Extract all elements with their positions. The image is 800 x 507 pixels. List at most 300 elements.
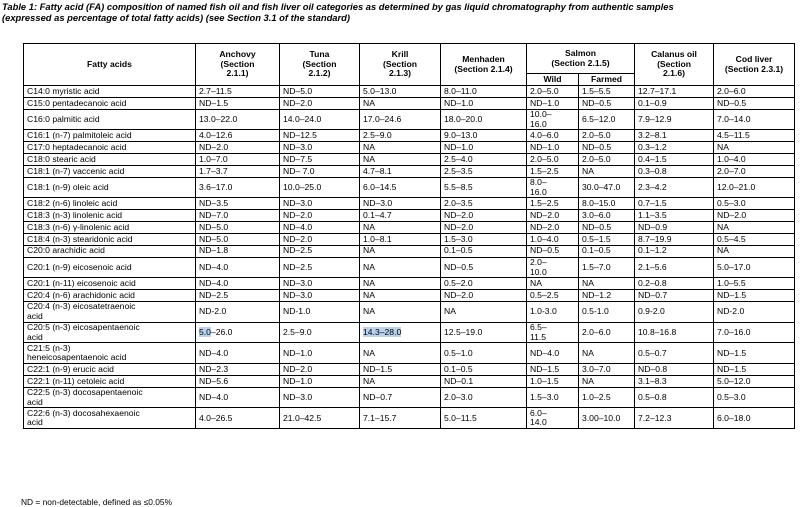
cell-fa bbox=[24, 343, 196, 364]
cell-farmed bbox=[579, 222, 635, 234]
cell-farmed bbox=[579, 154, 635, 166]
cell-cod bbox=[714, 290, 795, 302]
cell-anchovy bbox=[196, 245, 280, 257]
cell-anchovy bbox=[196, 142, 280, 154]
cell-text: 0.5–4.5 bbox=[717, 233, 746, 244]
cell-fa bbox=[24, 165, 196, 177]
cell-text: 5.5–8.5 bbox=[444, 181, 473, 192]
cell-text: NA bbox=[363, 245, 375, 256]
cell-text: ND–5.0 bbox=[283, 85, 313, 96]
cell-menhaden bbox=[441, 408, 527, 429]
cell-menhaden bbox=[441, 257, 527, 278]
cell-tuna bbox=[280, 154, 360, 166]
cell-text: NA bbox=[363, 306, 375, 317]
header-cod-liver bbox=[714, 44, 795, 86]
cell-text: ND–3.0 bbox=[283, 141, 313, 152]
cell-text: 1.5–2.5 bbox=[530, 198, 559, 209]
cell-text: NA bbox=[582, 278, 594, 289]
fatty-acid-table bbox=[23, 43, 795, 429]
cell-text: NA bbox=[363, 347, 375, 358]
cell-fa bbox=[24, 154, 196, 166]
cell-text: ND–2.0 bbox=[283, 233, 313, 244]
cell-text: 2.7–11.5 bbox=[199, 85, 232, 96]
cell-text: ND–1.2 bbox=[582, 289, 612, 300]
cell-text: 12.0–21.0 bbox=[717, 181, 756, 192]
cell-text: NA bbox=[363, 97, 375, 108]
table-row bbox=[24, 278, 795, 290]
cell-text: 6.5– bbox=[530, 322, 547, 333]
cell-calanus bbox=[635, 375, 714, 387]
cell-text: C22:1 (n-9) erucic acid bbox=[27, 363, 114, 374]
cell-krill bbox=[360, 245, 441, 257]
table-row bbox=[24, 245, 795, 257]
cell-text: 3.2–8.1 bbox=[638, 130, 667, 141]
table-row bbox=[24, 154, 795, 166]
cell-text: ND–2.5 bbox=[283, 261, 313, 272]
cell-text: 1.0–7.0 bbox=[199, 153, 228, 164]
cell-menhaden bbox=[441, 86, 527, 98]
cell-text: NA bbox=[717, 141, 729, 152]
cell-text: 14.0–24.0 bbox=[283, 113, 322, 124]
cell-calanus bbox=[635, 154, 714, 166]
cell-menhaden bbox=[441, 177, 527, 198]
cell-fa bbox=[24, 302, 196, 323]
cell-text: 0.5–0.7 bbox=[638, 347, 667, 358]
cell-text: C20:4 (n-6) arachidonic acid bbox=[27, 289, 135, 300]
cell-cod bbox=[714, 257, 795, 278]
cell-tuna bbox=[280, 387, 360, 408]
cell-wild bbox=[527, 210, 579, 222]
cell-cod bbox=[714, 364, 795, 376]
header-salmon-wild: Wild bbox=[527, 74, 579, 86]
cell-text: 2.5–3.5 bbox=[444, 165, 473, 176]
cell-text: 3.0–7.0 bbox=[582, 363, 611, 374]
cell-text: 2.1–5.6 bbox=[638, 261, 667, 272]
cell-text: 1.0–2.5 bbox=[582, 391, 611, 402]
cell-text: 2.0–5.0 bbox=[530, 85, 559, 96]
cell-krill bbox=[360, 257, 441, 278]
cell-text: NA bbox=[363, 375, 375, 386]
cell-text: C18:4 (n-3) stearidonic acid bbox=[27, 233, 133, 244]
cell-text: 16.0 bbox=[530, 118, 547, 129]
table-row bbox=[24, 290, 795, 302]
cell-text: 1.5–3.0 bbox=[530, 391, 559, 402]
cell-text: 1.0–5.5 bbox=[717, 278, 746, 289]
cell-fa bbox=[24, 245, 196, 257]
cell-text: ND–0.5 bbox=[717, 97, 747, 108]
cell-text: 6.0–18.0 bbox=[717, 412, 751, 423]
cell-anchovy bbox=[196, 233, 280, 245]
cell-text: 5.0–17.0 bbox=[717, 261, 751, 272]
table-row bbox=[24, 142, 795, 154]
header-tuna-section: (Section bbox=[302, 58, 337, 69]
cell-menhaden bbox=[441, 165, 527, 177]
cell-krill bbox=[360, 130, 441, 142]
table-row bbox=[24, 343, 795, 364]
cell-text: ND–0.5 bbox=[582, 141, 612, 152]
cell-cod bbox=[714, 97, 795, 109]
header-menhaden bbox=[441, 44, 527, 86]
cell-anchovy bbox=[196, 375, 280, 387]
cell-text: ND–4.0 bbox=[199, 347, 229, 358]
cell-text: 9.0–13.0 bbox=[444, 130, 478, 141]
cell-text: 0.1–0.5 bbox=[582, 245, 611, 256]
cell-calanus bbox=[635, 142, 714, 154]
cell-text: ND–0.8 bbox=[638, 363, 668, 374]
cell-text: 18.0–20.0 bbox=[444, 113, 483, 124]
cell-text: C18:3 (n-3) linolenic acid bbox=[27, 209, 123, 220]
cell-cod bbox=[714, 177, 795, 198]
cell-text: C18:1 (n-7) vaccenic acid bbox=[27, 165, 125, 176]
cell-text: 1.0–4.0 bbox=[530, 233, 559, 244]
cell-text: 8.7–19.9 bbox=[638, 233, 672, 244]
cell-cod bbox=[714, 375, 795, 387]
cell-text: ND–3.0 bbox=[363, 198, 393, 209]
cell-text: ND–1.0 bbox=[444, 141, 474, 152]
header-calanus bbox=[635, 44, 714, 86]
cell-text: ND-1.0 bbox=[283, 306, 311, 317]
cell-calanus bbox=[635, 210, 714, 222]
cell-calanus bbox=[635, 130, 714, 142]
table-row bbox=[24, 86, 795, 98]
table-row bbox=[24, 387, 795, 408]
cell-text: 0.1–0.5 bbox=[444, 363, 473, 374]
cell-cod bbox=[714, 142, 795, 154]
cell-anchovy bbox=[196, 290, 280, 302]
cell-text: ND–4.0 bbox=[199, 391, 229, 402]
cell-text: C20:1 (n-9) eicosenoic acid bbox=[27, 261, 132, 272]
cell-menhaden bbox=[441, 343, 527, 364]
cell-text: 0.1–0.9 bbox=[638, 97, 667, 108]
table-row bbox=[24, 130, 795, 142]
cell-farmed bbox=[579, 408, 635, 429]
cell-menhaden bbox=[441, 322, 527, 343]
cell-text: 13.0–22.0 bbox=[199, 113, 238, 124]
header-anchovy-section: (Section bbox=[220, 58, 255, 69]
cell-wild bbox=[527, 387, 579, 408]
cell-tuna bbox=[280, 375, 360, 387]
cell-farmed bbox=[579, 210, 635, 222]
cell-calanus bbox=[635, 109, 714, 130]
cell-text: 2.0–6.0 bbox=[582, 326, 611, 337]
cell-farmed bbox=[579, 86, 635, 98]
cell-krill bbox=[360, 375, 441, 387]
cell-text: ND–2.5 bbox=[283, 245, 313, 256]
cell-cod bbox=[714, 210, 795, 222]
cell-text: ND–3.0 bbox=[283, 289, 313, 300]
cell-tuna bbox=[280, 257, 360, 278]
cell-text: 8.0–15.0 bbox=[582, 198, 616, 209]
cell-cod bbox=[714, 109, 795, 130]
cell-text: ND–2.0 bbox=[283, 97, 313, 108]
cell-text: 0.5–3.0 bbox=[717, 391, 746, 402]
cell-text: 1.5–7.0 bbox=[582, 261, 611, 272]
cell-wild bbox=[527, 130, 579, 142]
table-row bbox=[24, 302, 795, 323]
cell-krill bbox=[360, 198, 441, 210]
cell-text: 5.0–11.5 bbox=[444, 412, 477, 423]
cell-fa bbox=[24, 198, 196, 210]
cell-calanus bbox=[635, 278, 714, 290]
cell-cod bbox=[714, 86, 795, 98]
cell-tuna bbox=[280, 198, 360, 210]
cell-calanus bbox=[635, 257, 714, 278]
cell-text: 10.0 bbox=[530, 266, 547, 277]
cell-wild bbox=[527, 375, 579, 387]
cell-text: ND–2.3 bbox=[199, 363, 229, 374]
cell-tuna bbox=[280, 245, 360, 257]
cell-menhaden bbox=[441, 290, 527, 302]
cell-fa bbox=[24, 233, 196, 245]
cell-text: ND–0.9 bbox=[638, 221, 668, 232]
cell-text: ND–12.5 bbox=[283, 130, 317, 141]
cell-text: 1.5–2.5 bbox=[530, 165, 559, 176]
cell-fa bbox=[24, 97, 196, 109]
cell-text: 0.5-1.0 bbox=[582, 306, 609, 317]
cell-menhaden bbox=[441, 222, 527, 234]
cell-text: 1.0–4.0 bbox=[717, 153, 746, 164]
table-body bbox=[24, 86, 795, 429]
cell-text: NA bbox=[530, 278, 542, 289]
table-row bbox=[24, 257, 795, 278]
cell-text: NA bbox=[363, 141, 375, 152]
cell-farmed bbox=[579, 322, 635, 343]
header-menhaden-section: (Section 2.1.4) bbox=[454, 63, 513, 74]
header-calanus-name: Calanus oil bbox=[651, 49, 697, 60]
table-row bbox=[24, 177, 795, 198]
cell-krill bbox=[360, 142, 441, 154]
cell-text: 3.1–8.3 bbox=[638, 375, 667, 386]
cell-text: 2.0–5.0 bbox=[530, 153, 559, 164]
cell-krill bbox=[360, 290, 441, 302]
cell-text: acid bbox=[27, 396, 43, 407]
cell-text: 0.5–0.8 bbox=[638, 391, 667, 402]
cell-text: acid bbox=[27, 331, 43, 342]
cell-text: 2.3–4.2 bbox=[638, 181, 667, 192]
cell-menhaden bbox=[441, 109, 527, 130]
cell-text: 3.6–17.0 bbox=[199, 181, 233, 192]
cell-text: 0.7–1.5 bbox=[638, 198, 667, 209]
cell-text: C14:0 myristic acid bbox=[27, 85, 100, 96]
cell-text: C18:1 (n-9) oleic acid bbox=[27, 181, 109, 192]
caption-line-2: (expressed as percentage of total fatty acids) (see Section 3.1 of the standard) bbox=[2, 12, 351, 23]
cell-text: 0.5–3.0 bbox=[717, 198, 746, 209]
header-cod-name: Cod liver bbox=[735, 54, 773, 64]
cell-text: ND–2.5 bbox=[199, 289, 229, 300]
cell-tuna bbox=[280, 290, 360, 302]
cell-anchovy bbox=[196, 364, 280, 376]
cell-farmed bbox=[579, 198, 635, 210]
cell-text: ND-2.0 bbox=[717, 306, 745, 317]
cell-text: ND–2.0 bbox=[199, 141, 229, 152]
cell-wild bbox=[527, 222, 579, 234]
cell-text: acid bbox=[27, 310, 43, 321]
cell-text: 0.1–1.2 bbox=[638, 245, 667, 256]
cell-text: ND–3.5 bbox=[199, 198, 229, 209]
cell-anchovy bbox=[196, 322, 280, 343]
cell-text: NA bbox=[582, 165, 594, 176]
cell-wild bbox=[527, 245, 579, 257]
cell-text: ND–4.0 bbox=[530, 347, 560, 358]
cell-text: ND–7.5 bbox=[283, 153, 313, 164]
cell-text: 2.5–9.0 bbox=[363, 130, 392, 141]
cell-text: 2.0–6.0 bbox=[717, 85, 746, 96]
cell-text: 6.5–12.0 bbox=[582, 113, 616, 124]
cell-menhaden bbox=[441, 245, 527, 257]
cell-text: 2.0–3.0 bbox=[444, 391, 473, 402]
cell-text: 10.0– bbox=[530, 109, 552, 120]
cell-text: ND–1.8 bbox=[199, 245, 229, 256]
cell-text: ND–2.0 bbox=[444, 209, 474, 220]
cell-text: ND–2.0 bbox=[717, 209, 747, 220]
cell-text: ND–4.0 bbox=[199, 278, 229, 289]
highlighted-text: 5.0 bbox=[199, 326, 211, 337]
cell-farmed bbox=[579, 165, 635, 177]
header-calanus-number: 2.1.6) bbox=[663, 68, 685, 79]
cell-anchovy bbox=[196, 278, 280, 290]
cell-tuna bbox=[280, 278, 360, 290]
cell-krill bbox=[360, 86, 441, 98]
cell-farmed bbox=[579, 257, 635, 278]
cell-fa bbox=[24, 322, 196, 343]
cell-text: 4.0–12.6 bbox=[199, 130, 233, 141]
cell-text: ND–1.0 bbox=[530, 141, 560, 152]
cell-text: ND–3.0 bbox=[283, 198, 313, 209]
table-row bbox=[24, 233, 795, 245]
cell-menhaden bbox=[441, 375, 527, 387]
cell-text: ND–3.0 bbox=[283, 391, 313, 402]
header-krill bbox=[360, 44, 441, 86]
cell-anchovy bbox=[196, 109, 280, 130]
cell-text: ND–0.5 bbox=[582, 221, 612, 232]
header-salmon-section: (Section 2.1.5) bbox=[551, 57, 610, 68]
cell-menhaden bbox=[441, 154, 527, 166]
cell-text: NA bbox=[363, 289, 375, 300]
cell-anchovy bbox=[196, 165, 280, 177]
cell-text: 0.5–1.5 bbox=[582, 233, 611, 244]
cell-text: 5.0–13.0 bbox=[363, 85, 397, 96]
cell-cod bbox=[714, 278, 795, 290]
cell-text: ND–1.5 bbox=[530, 363, 560, 374]
cell-anchovy bbox=[196, 210, 280, 222]
cell-text: 0.4–1.5 bbox=[638, 153, 667, 164]
header-tuna bbox=[280, 44, 360, 86]
cell-text: 4.5–11.5 bbox=[717, 130, 750, 141]
cell-text: 0.2–0.8 bbox=[638, 278, 667, 289]
cell-krill bbox=[360, 364, 441, 376]
table-row bbox=[24, 97, 795, 109]
cell-krill bbox=[360, 408, 441, 429]
cell-text: C18:3 (n-6) γ-linolenic acid bbox=[27, 221, 130, 232]
cell-farmed bbox=[579, 109, 635, 130]
cell-menhaden bbox=[441, 142, 527, 154]
cell-wild bbox=[527, 109, 579, 130]
cell-fa bbox=[24, 222, 196, 234]
cell-tuna bbox=[280, 233, 360, 245]
cell-farmed bbox=[579, 130, 635, 142]
cell-text: 7.1–15.7 bbox=[363, 412, 397, 423]
cell-text: NA bbox=[717, 221, 729, 232]
cell-cod bbox=[714, 130, 795, 142]
cell-text: 0.3–0.8 bbox=[638, 165, 667, 176]
cell-menhaden bbox=[441, 198, 527, 210]
cell-text: ND–1.0 bbox=[283, 347, 313, 358]
cell-cod bbox=[714, 343, 795, 364]
cell-farmed bbox=[579, 343, 635, 364]
cell-menhaden bbox=[441, 97, 527, 109]
table-row bbox=[24, 222, 795, 234]
cell-text: ND–7.0 bbox=[199, 209, 229, 220]
cell-text: 10.0–25.0 bbox=[283, 181, 322, 192]
cell-text: ND–0.5 bbox=[530, 245, 560, 256]
highlighted-text: 14.3–28.0 bbox=[363, 326, 402, 337]
cell-anchovy bbox=[196, 343, 280, 364]
cell-farmed bbox=[579, 177, 635, 198]
cell-fa bbox=[24, 130, 196, 142]
cell-tuna bbox=[280, 97, 360, 109]
cell-wild bbox=[527, 290, 579, 302]
cell-text: 12.7–17.1 bbox=[638, 85, 677, 96]
cell-text: C20:1 (n-11) eicosenoic acid bbox=[27, 278, 136, 289]
cell-text: 2.0– bbox=[530, 257, 547, 267]
table-row bbox=[24, 165, 795, 177]
cell-krill bbox=[360, 233, 441, 245]
cell-text: ND–0.5 bbox=[582, 97, 612, 108]
cell-text: ND– 7.0 bbox=[283, 165, 315, 176]
cell-text: ND–1.5 bbox=[717, 347, 747, 358]
cell-text: 2.0–3.5 bbox=[444, 198, 473, 209]
cell-calanus bbox=[635, 233, 714, 245]
header-calanus-section: (Section bbox=[657, 58, 691, 69]
header-krill-section: (Section bbox=[383, 58, 417, 69]
cell-calanus bbox=[635, 302, 714, 323]
cell-text: 2.0–5.0 bbox=[582, 130, 611, 141]
cell-menhaden bbox=[441, 210, 527, 222]
cell-text: 1.0–1.5 bbox=[530, 375, 559, 386]
cell-text: 5.0–12.0 bbox=[717, 375, 751, 386]
table-row bbox=[24, 198, 795, 210]
cell-text: 4.0–26.5 bbox=[199, 412, 233, 423]
cell-tuna bbox=[280, 222, 360, 234]
cell-text: 6.0– bbox=[530, 407, 547, 418]
cell-krill bbox=[360, 165, 441, 177]
cell-text: C18:2 (n-6) linoleic acid bbox=[27, 198, 118, 209]
cell-text: C17:0 heptadecanoic acid bbox=[27, 141, 127, 152]
cell-text: 0.1–0.5 bbox=[444, 245, 473, 256]
cell-text: C18:0 stearic acid bbox=[27, 153, 96, 164]
cell-text: ND–2.0 bbox=[283, 363, 313, 374]
cell-farmed bbox=[579, 290, 635, 302]
cell-cod bbox=[714, 302, 795, 323]
header-krill-number: 2.1.3) bbox=[389, 68, 411, 79]
header-fatty-acids: Fatty acids bbox=[24, 44, 196, 86]
cell-krill bbox=[360, 177, 441, 198]
cell-text: ND–4.0 bbox=[283, 221, 313, 232]
cell-cod bbox=[714, 387, 795, 408]
cell-text: 21.0–42.5 bbox=[283, 412, 322, 423]
cell-text: 6.0–14.5 bbox=[363, 181, 397, 192]
cell-anchovy bbox=[196, 154, 280, 166]
table-row bbox=[24, 322, 795, 343]
cell-text: NA bbox=[582, 347, 594, 358]
cell-cod bbox=[714, 198, 795, 210]
cell-text: 14.0 bbox=[530, 417, 547, 428]
cell-tuna bbox=[280, 210, 360, 222]
cell-anchovy bbox=[196, 387, 280, 408]
cell-text: 2.5–4.0 bbox=[444, 153, 473, 164]
cell-anchovy bbox=[196, 97, 280, 109]
cell-text: ND–3.0 bbox=[283, 278, 313, 289]
